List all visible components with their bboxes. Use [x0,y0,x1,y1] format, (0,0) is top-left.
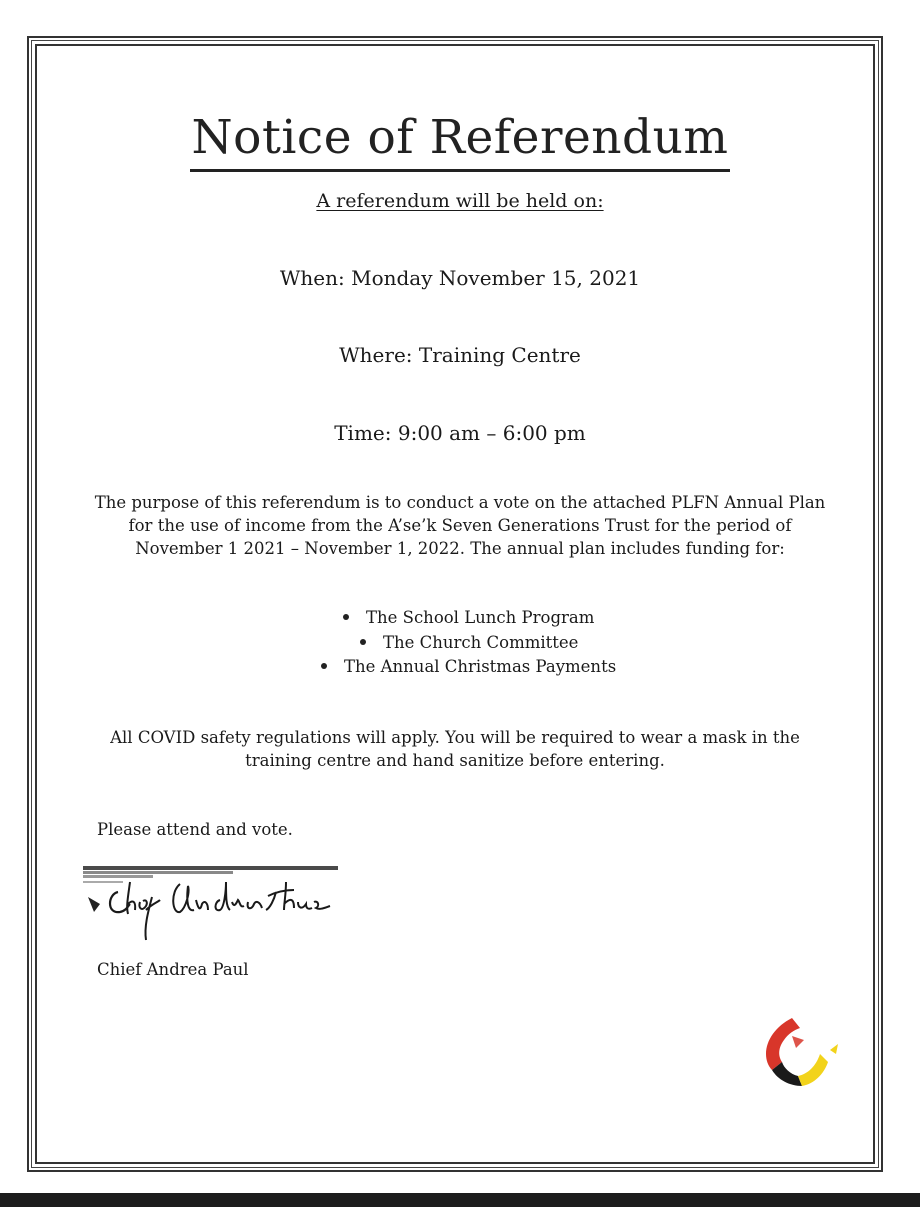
signature-image [80,852,342,947]
covid-line: training centre and hand sanitize before entering. [245,751,665,770]
covid-paragraph [0,726,915,772]
funding-item-label: The Annual Christmas Payments [344,657,617,676]
funding-item-label: The School Lunch Program [366,608,595,627]
funding-item [321,657,616,676]
signer-name: Chief Andrea Paul [97,960,249,979]
scan-edge-bar [0,1193,920,1207]
inner-border [35,44,875,1164]
where-line: Where: Training Centre [339,343,581,367]
purpose-paragraph [0,491,920,560]
funding-item [360,633,578,652]
covid-line: All COVID safety regulations will apply. You will be required to wear a mask in the [110,728,800,747]
bullet-icon [343,614,349,620]
notice-title [0,110,920,172]
organization-logo [758,1014,840,1096]
bullet-icon [321,663,327,669]
purpose-line: for the use of income from the A’se’k Seven Generations Trust for the period of [128,516,792,535]
purpose-line: The purpose of this referendum is to conduct a vote on the attached PLFN Annual Plan [94,493,826,512]
notice-subtitle [0,190,920,212]
closing-text: Please attend and vote. [97,820,293,839]
bullet-icon [360,639,366,645]
when-line: When: Monday November 15, 2021 [279,266,641,290]
notice-title-text: Notice of Referendum [190,110,731,172]
funding-item [343,608,594,627]
notice-subtitle-text: A referendum will be held on: [316,190,604,212]
purpose-line: November 1 2021 – November 1, 2022. The annual plan includes funding for: [135,539,785,558]
time-line: Time: 9:00 am – 6:00 pm [334,421,586,445]
funding-item-label: The Church Committee [383,633,579,652]
